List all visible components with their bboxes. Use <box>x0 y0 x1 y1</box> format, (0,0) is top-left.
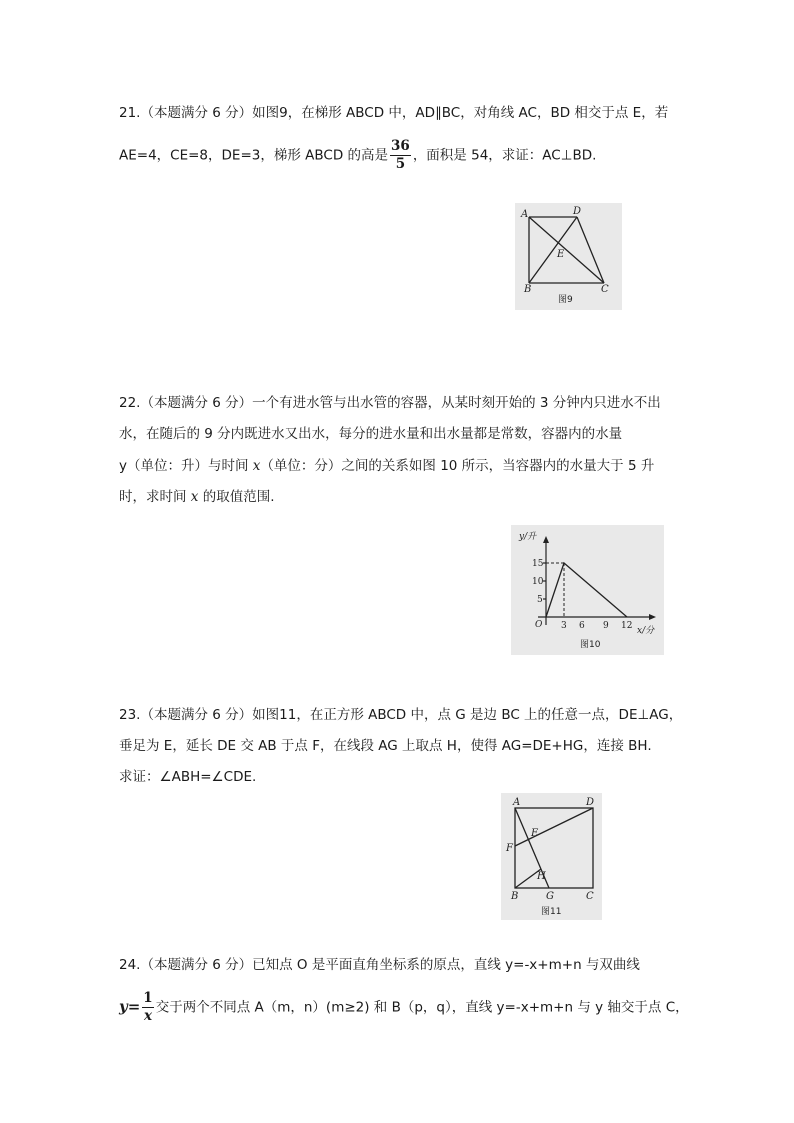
q21-line1: 21.（本题满分 6 分）如图9，在梯形 ABCD 中，AD∥BC，对角线 AC，BD 相交于点 E，若 <box>119 105 669 121</box>
q22-var-x-2: x <box>190 489 199 505</box>
fig10-ytick-10: 10 <box>532 577 544 587</box>
fig10-xtick-12: 12 <box>621 621 633 631</box>
fig10-xtick-3: 3 <box>561 621 567 631</box>
fig11-label-a: A <box>513 797 521 808</box>
q21-line2-text: AE=4，CE=8，DE=3，梯形 ABCD 的高是 <box>119 147 389 164</box>
fig11-label-h: H <box>537 871 546 882</box>
fig9-label-d: D <box>573 206 582 217</box>
fig9-label-c: C <box>601 284 609 295</box>
fig9-label-b: B <box>524 284 532 295</box>
q24-fraction-denominator: x <box>143 1008 153 1024</box>
q23-line3: 求证：∠ABH=∠CDE. <box>119 769 257 785</box>
fig10-x-label: x/分 <box>637 626 655 636</box>
figure-10 <box>511 525 664 655</box>
fig11-label-e: E <box>531 828 539 839</box>
fig9-label-e: E <box>557 249 565 260</box>
q22-line2: 水，在随后的 9 分内既进水又出水，每分的进水量和出水量都是常数，容器内的水量 <box>119 426 623 442</box>
q22-line4 <box>119 487 275 507</box>
q24-line2 <box>119 990 689 1025</box>
fig10-y-label: y/升 <box>519 532 537 542</box>
q24-eq-y: y <box>119 997 128 1016</box>
q24-fraction-numerator: 1 <box>143 990 153 1006</box>
q24-fraction <box>142 990 153 1025</box>
fig10-ytick-15: 15 <box>532 559 544 569</box>
fig10-caption: 图10 <box>580 640 601 650</box>
q22-line4-pre: 时，求时间 <box>119 489 191 505</box>
fig10-xtick-9: 9 <box>603 621 609 631</box>
fig10-water-graph <box>546 563 627 617</box>
q24-eq-equals: = <box>127 997 141 1016</box>
q23-line2: 垂足为 E，延长 DE 交 AB 于点 F，在线段 AG 上取点 H，使得 AG=DE+HG，连接 BH. <box>119 738 652 754</box>
fig9-label-a: A <box>521 209 529 220</box>
fig11-caption: 图11 <box>541 907 562 917</box>
fig9-caption: 图9 <box>558 295 573 305</box>
q22-line3-post: （单位：分）之间的关系如图 10 所示，当容器内的水量大于 5 升 <box>260 458 655 474</box>
q21-line2 <box>119 138 596 173</box>
q22-var-x: x <box>252 458 261 474</box>
q24-line2-text: 交于两个不同点 A（m，n）(m≥2) 和 B（p，q），直线 y=-x+m+n 与 y 轴交于点 C， <box>155 999 689 1016</box>
q23-line1: 23.（本题满分 6 分）如图11，在正方形 ABCD 中，点 G 是边 BC 上的任意一点，DE⊥AG， <box>119 707 683 723</box>
fig11-label-f: F <box>506 843 513 854</box>
fig10-xtick-6: 6 <box>579 621 585 631</box>
fig11-label-d: D <box>586 797 595 808</box>
q22-line1: 22.（本题满分 6 分）一个有进水管与出水管的容器，从某时刻开始的 3 分钟内只进水不出 <box>119 395 661 411</box>
figure-9 <box>515 203 622 310</box>
q22-line4-post: 的取值范围. <box>198 489 275 505</box>
q24-line1: 24.（本题满分 6 分）已知点 O 是平面直角坐标系的原点，直线 y=-x+m+n 与双曲线 <box>119 957 640 973</box>
fig11-label-g: G <box>546 891 554 902</box>
fig10-origin: O <box>535 620 543 630</box>
q21-fraction-denominator: 5 <box>395 156 406 172</box>
q21-fraction <box>390 138 411 173</box>
figure-11 <box>501 793 602 920</box>
q22-line3-pre: y（单位：升）与时间 <box>119 458 253 474</box>
q22-line3 <box>119 456 654 476</box>
fig11-label-c: C <box>586 891 594 902</box>
fig10-ytick-5: 5 <box>537 595 543 605</box>
q21-fraction-numerator: 36 <box>391 138 410 154</box>
q21-line2-end: ，面积是 54，求证：AC⊥BD. <box>412 147 597 164</box>
fig11-label-b: B <box>511 891 519 902</box>
